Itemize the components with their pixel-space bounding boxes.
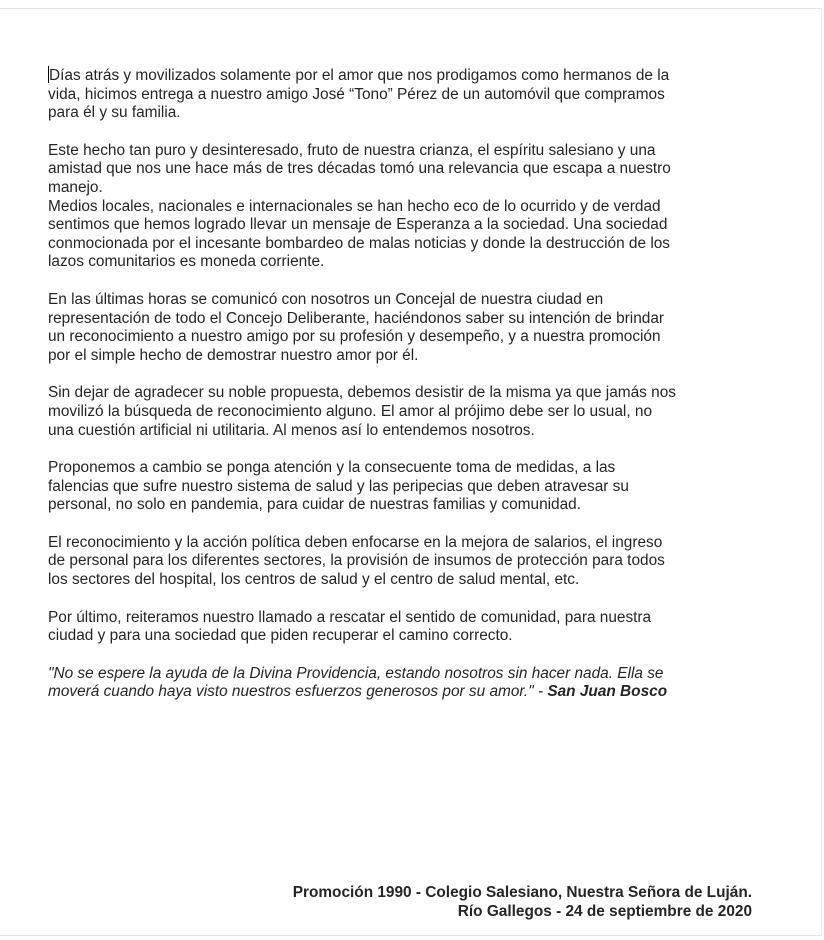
paragraph-line: falencias que sufre nuestro sistema de salud y las peripecias que deben atravesar su (48, 477, 629, 495)
paragraph-line: En las últimas horas se comunicó con nosotros un Concejal de nuestra ciudad en (48, 290, 604, 308)
paragraph-line: representación de todo el Concejo Deliberante, haciéndonos saber su intención de brindar (48, 309, 665, 327)
paragraph-line-text: Días atrás y movilizados solamente por el amor que nos prodigamos como hermanos de la (49, 67, 670, 84)
paragraph-line: por el simple hecho de demostrar nuestro amor por él. (48, 346, 419, 364)
paragraph-line: Por último, reiteramos nuestro llamado a rescatar el sentido de comunidad, para nuestra (48, 608, 652, 626)
paragraph-line: los sectores del hospital, los centros de salud y el centro de salud mental, etc. (48, 571, 580, 589)
paragraph-line: un reconocimiento a nuestro amigo por su profesión y desempeño, y a nuestra promoción (48, 328, 661, 346)
paragraph-line: vida, hicimos entrega a nuestro amigo José “Tono” Pérez de un automóvil que compramos (48, 85, 665, 103)
paragraph-line: para él y su familia. (48, 104, 181, 122)
signature-line: Promoción 1990 - Colegio Salesiano, Nuestra Señora de Luján. (292, 884, 752, 901)
paragraph-line: una cuestión artificial ni utilitaria. Al menos así lo entendemos nosotros. (48, 421, 535, 439)
paragraph-6 (48, 459, 760, 515)
paragraph-line: lazos comunitarios es moneda corriente. (48, 253, 325, 271)
paragraph-line: amistad que nos une hace más de tres décadas tomó una relevancia que escapa a nuestro (48, 160, 671, 178)
paragraph-7 (48, 534, 760, 590)
paragraph-line: movilizó la búsqueda de reconocimiento alguno. El amor al prójimo debe ser lo usual, no (48, 402, 652, 420)
paragraph-line: sentimos que hemos logrado llevar un mensaje de Esperanza a la sociedad. Una sociedad (48, 216, 668, 234)
quote-line (48, 683, 760, 702)
quote-line: "No se espere la ayuda de la Divina Providencia, estando nosotros sin hacer nada. Ella se (48, 664, 664, 682)
paragraph-line: Proponemos a cambio se ponga atención y la consecuente toma de medidas, a las (48, 459, 616, 477)
paragraph-line (48, 66, 760, 86)
paragraph-line: Sin dejar de agradecer su noble propuesta, debemos desistir de la misma ya que jamás nos (48, 384, 676, 402)
paragraph-4 (48, 291, 760, 365)
paragraph-line: de personal para los diferentes sectores, la provisión de insumos de protección para todos (48, 552, 665, 570)
signature-block (293, 883, 752, 921)
paragraph-line: ciudad y para una sociedad que piden recuperar el camino correcto. (48, 627, 513, 645)
paragraph-3 (48, 198, 760, 272)
signature-date-line: Río Gallegos - 24 de septiembre de 2020 (457, 903, 752, 920)
paragraph-line: manejo. (48, 178, 103, 196)
paragraph-2 (48, 142, 760, 198)
paragraph-line: personal, no solo en pandemia, para cuidar de nuestras familias y comunidad. (48, 496, 581, 514)
quote-paragraph (48, 665, 760, 702)
paragraph-line: El reconocimiento y la acción política deben enfocarse en la mejora de salarios, el ingreso (48, 533, 663, 551)
paragraph-8 (48, 609, 760, 646)
quote-author: San Juan Bosco (547, 683, 668, 701)
paragraph-line: Medios locales, nacionales e internacionales se han hecho eco de lo ocurrido y de verdad (48, 197, 661, 215)
paragraph-1 (48, 66, 760, 123)
paragraph-line: conmocionada por el incesante bombardeo de malas noticias y donde la destrucción de los (48, 234, 670, 252)
paragraph-line: Este hecho tan puro y desinteresado, fruto de nuestra crianza, el espíritu salesiano y una (48, 141, 656, 159)
document-body[interactable] (48, 66, 760, 721)
paragraph-5 (48, 384, 760, 440)
quote-line-text: moverá cuando haya visto nuestros esfuerzos generosos por su amor." - (48, 683, 548, 701)
